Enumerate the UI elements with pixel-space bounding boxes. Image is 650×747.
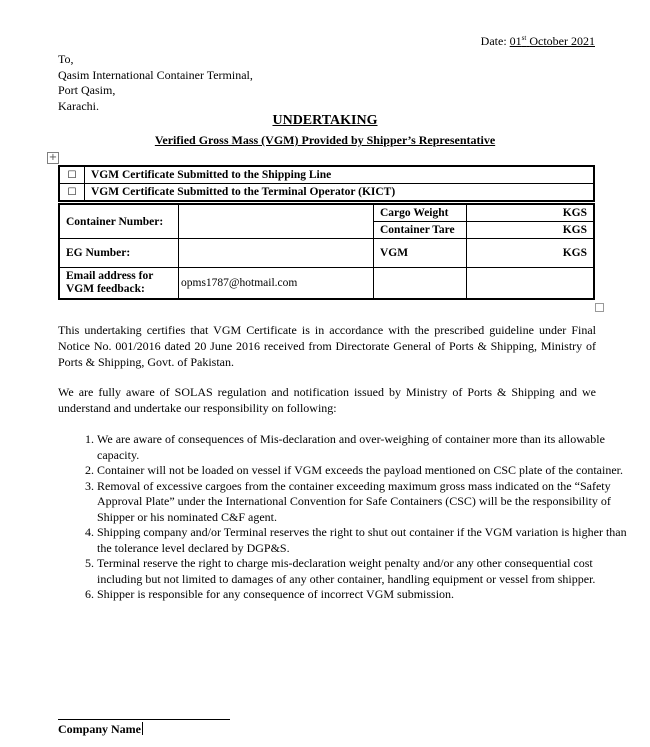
responsibility-list	[58, 432, 633, 603]
document-date	[481, 34, 595, 49]
date-label: Date:	[480, 34, 507, 48]
list-item: 6. Shipper is responsible for any consequence of incorrect VGM submission.	[97, 587, 633, 603]
checklist-label: VGM Certificate Submitted to the Terminal Operator (KICT)	[85, 184, 595, 202]
list-item: 2. Container will not be loaded on vessel if VGM exceeds the payload mentioned on CSC plate of the container.	[97, 463, 633, 479]
date-value: 01st October 2021	[509, 34, 595, 48]
container-number-label: Container Number:	[59, 204, 179, 239]
container-tare-label: Container Tare	[374, 222, 467, 239]
submission-checklist	[58, 165, 595, 202]
vgm-form-table	[58, 203, 595, 300]
eg-number-label: EG Number:	[59, 239, 179, 268]
vgm-label: VGM	[374, 239, 467, 268]
list-item: 3. Removal of excessive cargoes from the container exceeding maximum gross mass indicated on the “Safety Approval Plate” under the International Convention for Safe Containers (CSC) will be the responsibility of Shipper or his nominated C&F agent.	[97, 479, 633, 526]
recipient-address	[58, 52, 253, 114]
checklist-row	[59, 166, 594, 184]
vgm-unit[interactable]: KGS	[467, 239, 595, 268]
checklist-label: VGM Certificate Submitted to the Shipping Line	[85, 166, 595, 184]
empty-cell[interactable]	[374, 268, 467, 300]
address-line: Port Qasim,	[58, 83, 116, 97]
container-number-field[interactable]	[179, 204, 374, 239]
empty-cell[interactable]	[467, 268, 595, 300]
address-line: To,	[58, 52, 74, 66]
address-line: Qasim International Container Terminal,	[58, 67, 253, 82]
cargo-weight-unit[interactable]: KGS	[467, 204, 595, 222]
table-move-handle-icon[interactable]: +	[48, 152, 58, 163]
text-cursor	[142, 722, 143, 735]
list-item: 1. We are aware of consequences of Mis-declaration and over-weighing of container more than its allowable capacity.	[97, 432, 633, 463]
solas-paragraph: We are fully aware of SOLAS regulation and notification issued by Ministry of Ports & Shipping and we understand and undertake our responsibility on following:	[58, 385, 596, 415]
address-line: Karachi.	[58, 98, 99, 113]
container-tare-unit[interactable]: KGS	[467, 222, 595, 239]
cargo-weight-label: Cargo Weight	[374, 204, 467, 222]
document-subtitle: Verified Gross Mass (VGM) Provided by Shipper’s Representative	[154, 133, 496, 147]
table-resize-handle-icon[interactable]	[595, 303, 604, 312]
signature-line	[58, 719, 230, 720]
certification-paragraph: This undertaking certifies that VGM Certificate is in accordance with the prescribed guideline under Final Notice No. 001/2016 dated 20 June 2016 received from Directorate General of Ports & Shipping, Ministry of Ports & Shipping, Govt. of Pakistan.	[58, 323, 596, 369]
email-label: Email address for VGM feedback:	[59, 268, 179, 300]
checklist-row	[59, 184, 594, 202]
list-item: 5. Terminal reserve the right to charge mis-declaration weight penalty and/or any other consequential cost including but not limited to damages of any other container, handling equipment or vessel from shipper.	[97, 556, 633, 587]
company-name-field[interactable]: Company Name	[58, 722, 141, 736]
checkbox-terminal-operator[interactable]: ☐	[59, 184, 85, 202]
email-field[interactable]: opms1787@hotmail.com	[179, 268, 374, 300]
document-title: UNDERTAKING	[272, 113, 378, 128]
eg-number-field[interactable]	[179, 239, 374, 268]
checkbox-shipping-line[interactable]: ☐	[59, 166, 85, 184]
list-item: 4. Shipping company and/or Terminal reserves the right to shut out container if the VGM variation is higher than the tolerance level declared by DGP&S.	[97, 525, 633, 556]
